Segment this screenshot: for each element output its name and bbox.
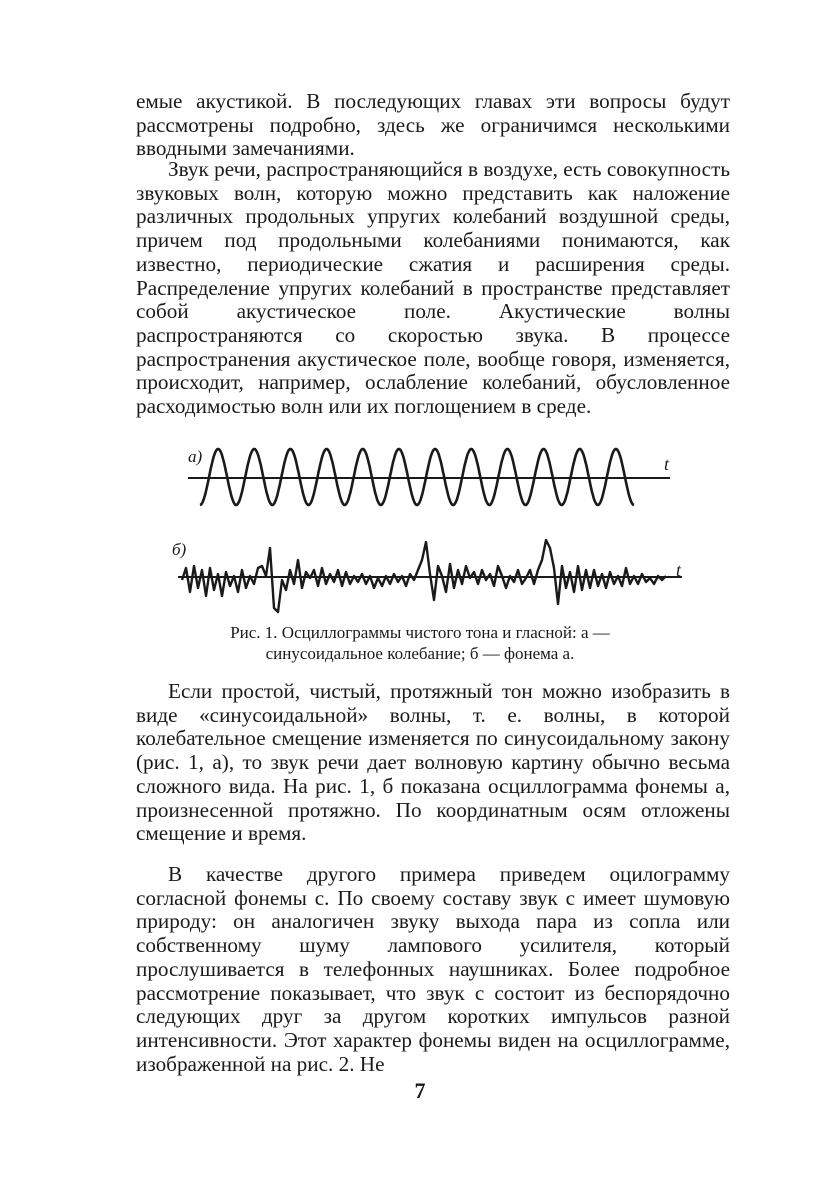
figure-caption: Рис. 1. Осциллограммы чистого тона и гласной: а — синусоидальное колебание; б — фонема а. [230,623,610,663]
axis-label-t-b: t [676,560,682,580]
paragraph-1: емые акустикой. В последующих главах эти вопросы будут рассмотрены подробно, здесь же ограничимся несколькими вводными замечаниями. [136,89,730,161]
axis-label-t-a: t [664,454,670,474]
page-number: 7 [414,1078,426,1103]
paragraph-4: В качестве другого примера приведем оцилограмму согласной фонемы с. По своему составу звук с имеет шумовую природу: он аналогичен звуку выхода пара из сопла или собственному шуму лампового усилителя, который прослушивается в телефонных наушниках. Более подробное рассмотрение показывает, что звук с состоит из беспорядочно следующих друг за другом коротких импульсов разной интенсивности. Этот характер фонемы виден на осциллограмме, изображенной на рис. 2. Не [136,862,730,1076]
paragraph-3: Если простой, чистый, протяжный тон можно изобразить в виде «синусоидальной» волны, т. е. волны, в которой колебательное смещение изменяется по синусоидальному закону (рис. 1, а), то звук речи дает волновую картину обычно весьма сложного вида. На рис. 1, б показана осциллограмма фонемы а, произнесенной протяжно. По координатным осям отложены смещение и время. [136,679,730,846]
figure-label-a: а) [188,447,203,466]
figure-label-b: б) [172,540,187,559]
paragraph-2: Звук речи, распространяющийся в воздухе, есть совокупность звуковых волн, которую можно представить как наложение различных продольных упругих колебаний воздушной среды, причем под продольными колебаниями понимаются, как известно, периодические сжатия и расширения среды. Распределение упругих колебаний в пространстве представляет собой акустическое поле. Акустические волны распространяются со скоростью звука. В процессе распространения акустическое поле, вообще говоря, изменяется, происходит, например, ослабление колебаний, обусловленное расходимостью волн или их поглощением в среде. [136,157,730,419]
